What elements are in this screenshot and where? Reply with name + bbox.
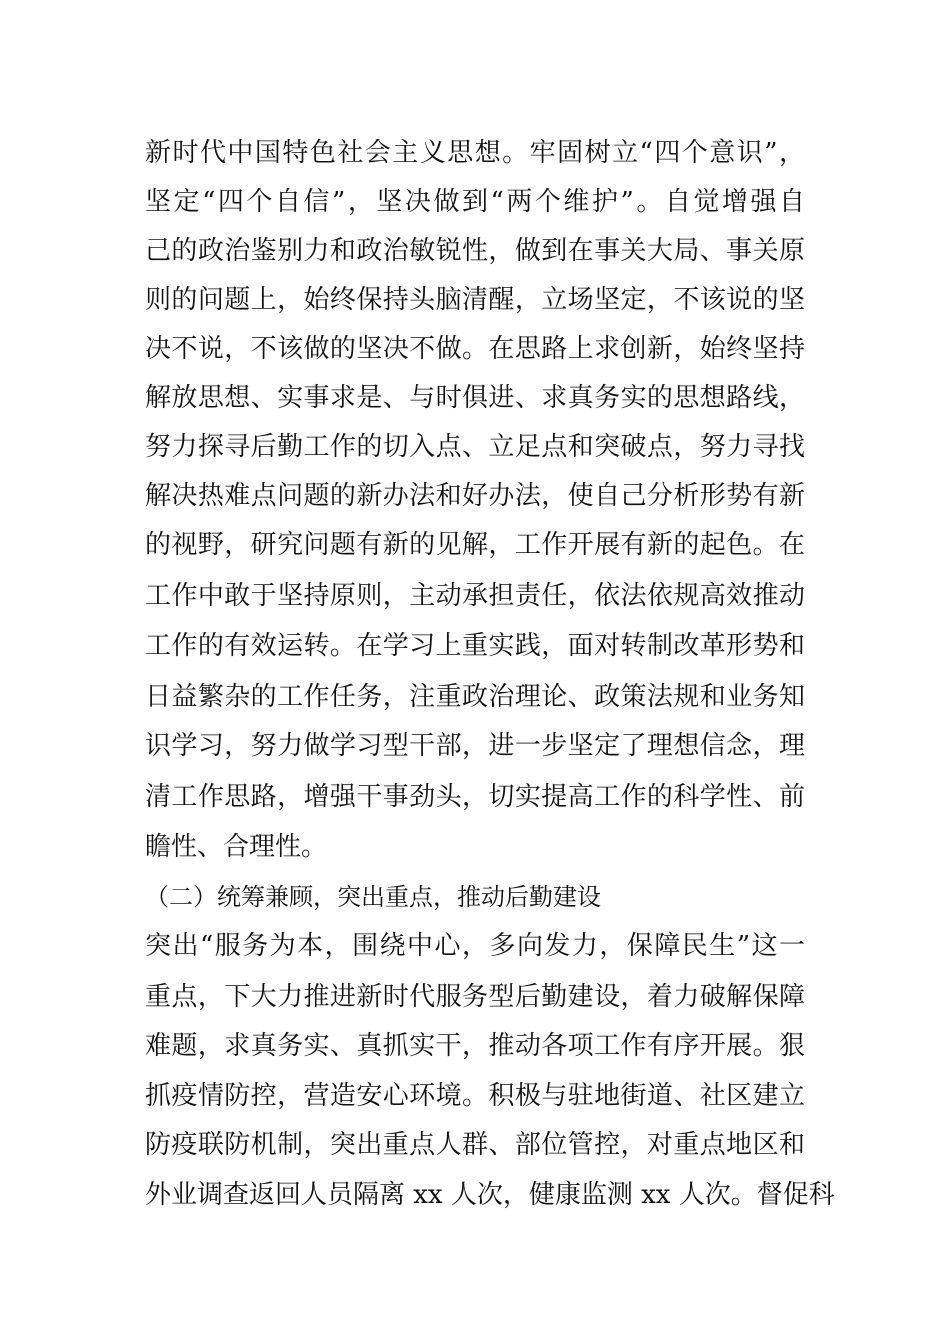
- paragraph-line: 努力探寻后勤工作的切入点、立足点和突破点，努力寻找: [145, 432, 805, 462]
- paragraph-line: 工作的有效运转。在学习上重实践，面对转制改革形势和: [145, 631, 805, 661]
- paragraph-line: 防疫联防机制，突出重点人群、部位管控，对重点地区和: [145, 1130, 805, 1160]
- paragraph-line-last: 瞻性、合理性。: [145, 832, 328, 862]
- paragraph-line: 突出“服务为本，围绕中心，多向发力，保障民生”这一: [145, 931, 805, 961]
- paragraph-line: 的视野，研究问题有新的见解，工作开展有新的起色。在: [145, 530, 805, 560]
- paragraph-line: 工作中敢于坚持原则，主动承担责任，依法依规高效推动: [145, 581, 805, 611]
- paragraph-line: 坚定“四个自信”，坚决做到“两个维护”。自觉增强自: [145, 187, 805, 217]
- paragraph-line: 重点，下大力推进新时代服务型后勤建设，着力破解保障: [145, 982, 805, 1012]
- paragraph-line: 清工作思路，增强干事劲头，切实提高工作的科学性、前: [145, 782, 805, 812]
- paragraph-line: 决不说，不该做的坚决不做。在思路上求创新，始终坚持: [145, 334, 805, 364]
- section-heading: （二）统筹兼顾，突出重点，推动后勤建设: [145, 883, 601, 911]
- paragraph-line: 日益繁杂的工作任务，注重政治理论、政策法规和业务知: [145, 682, 805, 712]
- paragraph-line: 识学习，努力做学习型干部，进一步坚定了理想信念，理: [145, 731, 805, 761]
- paragraph-line: 抓疫情防控，营造安心环境。积极与驻地街道、社区建立: [145, 1081, 805, 1111]
- paragraph-line: 难题，求真务实、真抓实干，推动各项工作有序开展。狠: [145, 1031, 805, 1061]
- paragraph-line: 则的问题上，始终保持头脑清醒，立场坚定，不该说的坚: [145, 285, 805, 315]
- paragraph-line: 己的政治鉴别力和政治敏锐性，做到在事关大局、事关原: [145, 236, 805, 266]
- paragraph-line: 新时代中国特色社会主义思想。牢固树立“四个意识”，: [145, 138, 805, 168]
- paragraph-line: 解决热难点问题的新办法和好办法，使自己分析形势有新: [145, 481, 805, 511]
- paragraph-line: 解放思想、实事求是、与时俱进、求真务实的思想路线，: [145, 383, 805, 413]
- paragraph-line: 外业调查返回人员隔离 xx 人次，健康监测 xx 人次。督促科: [145, 1180, 835, 1210]
